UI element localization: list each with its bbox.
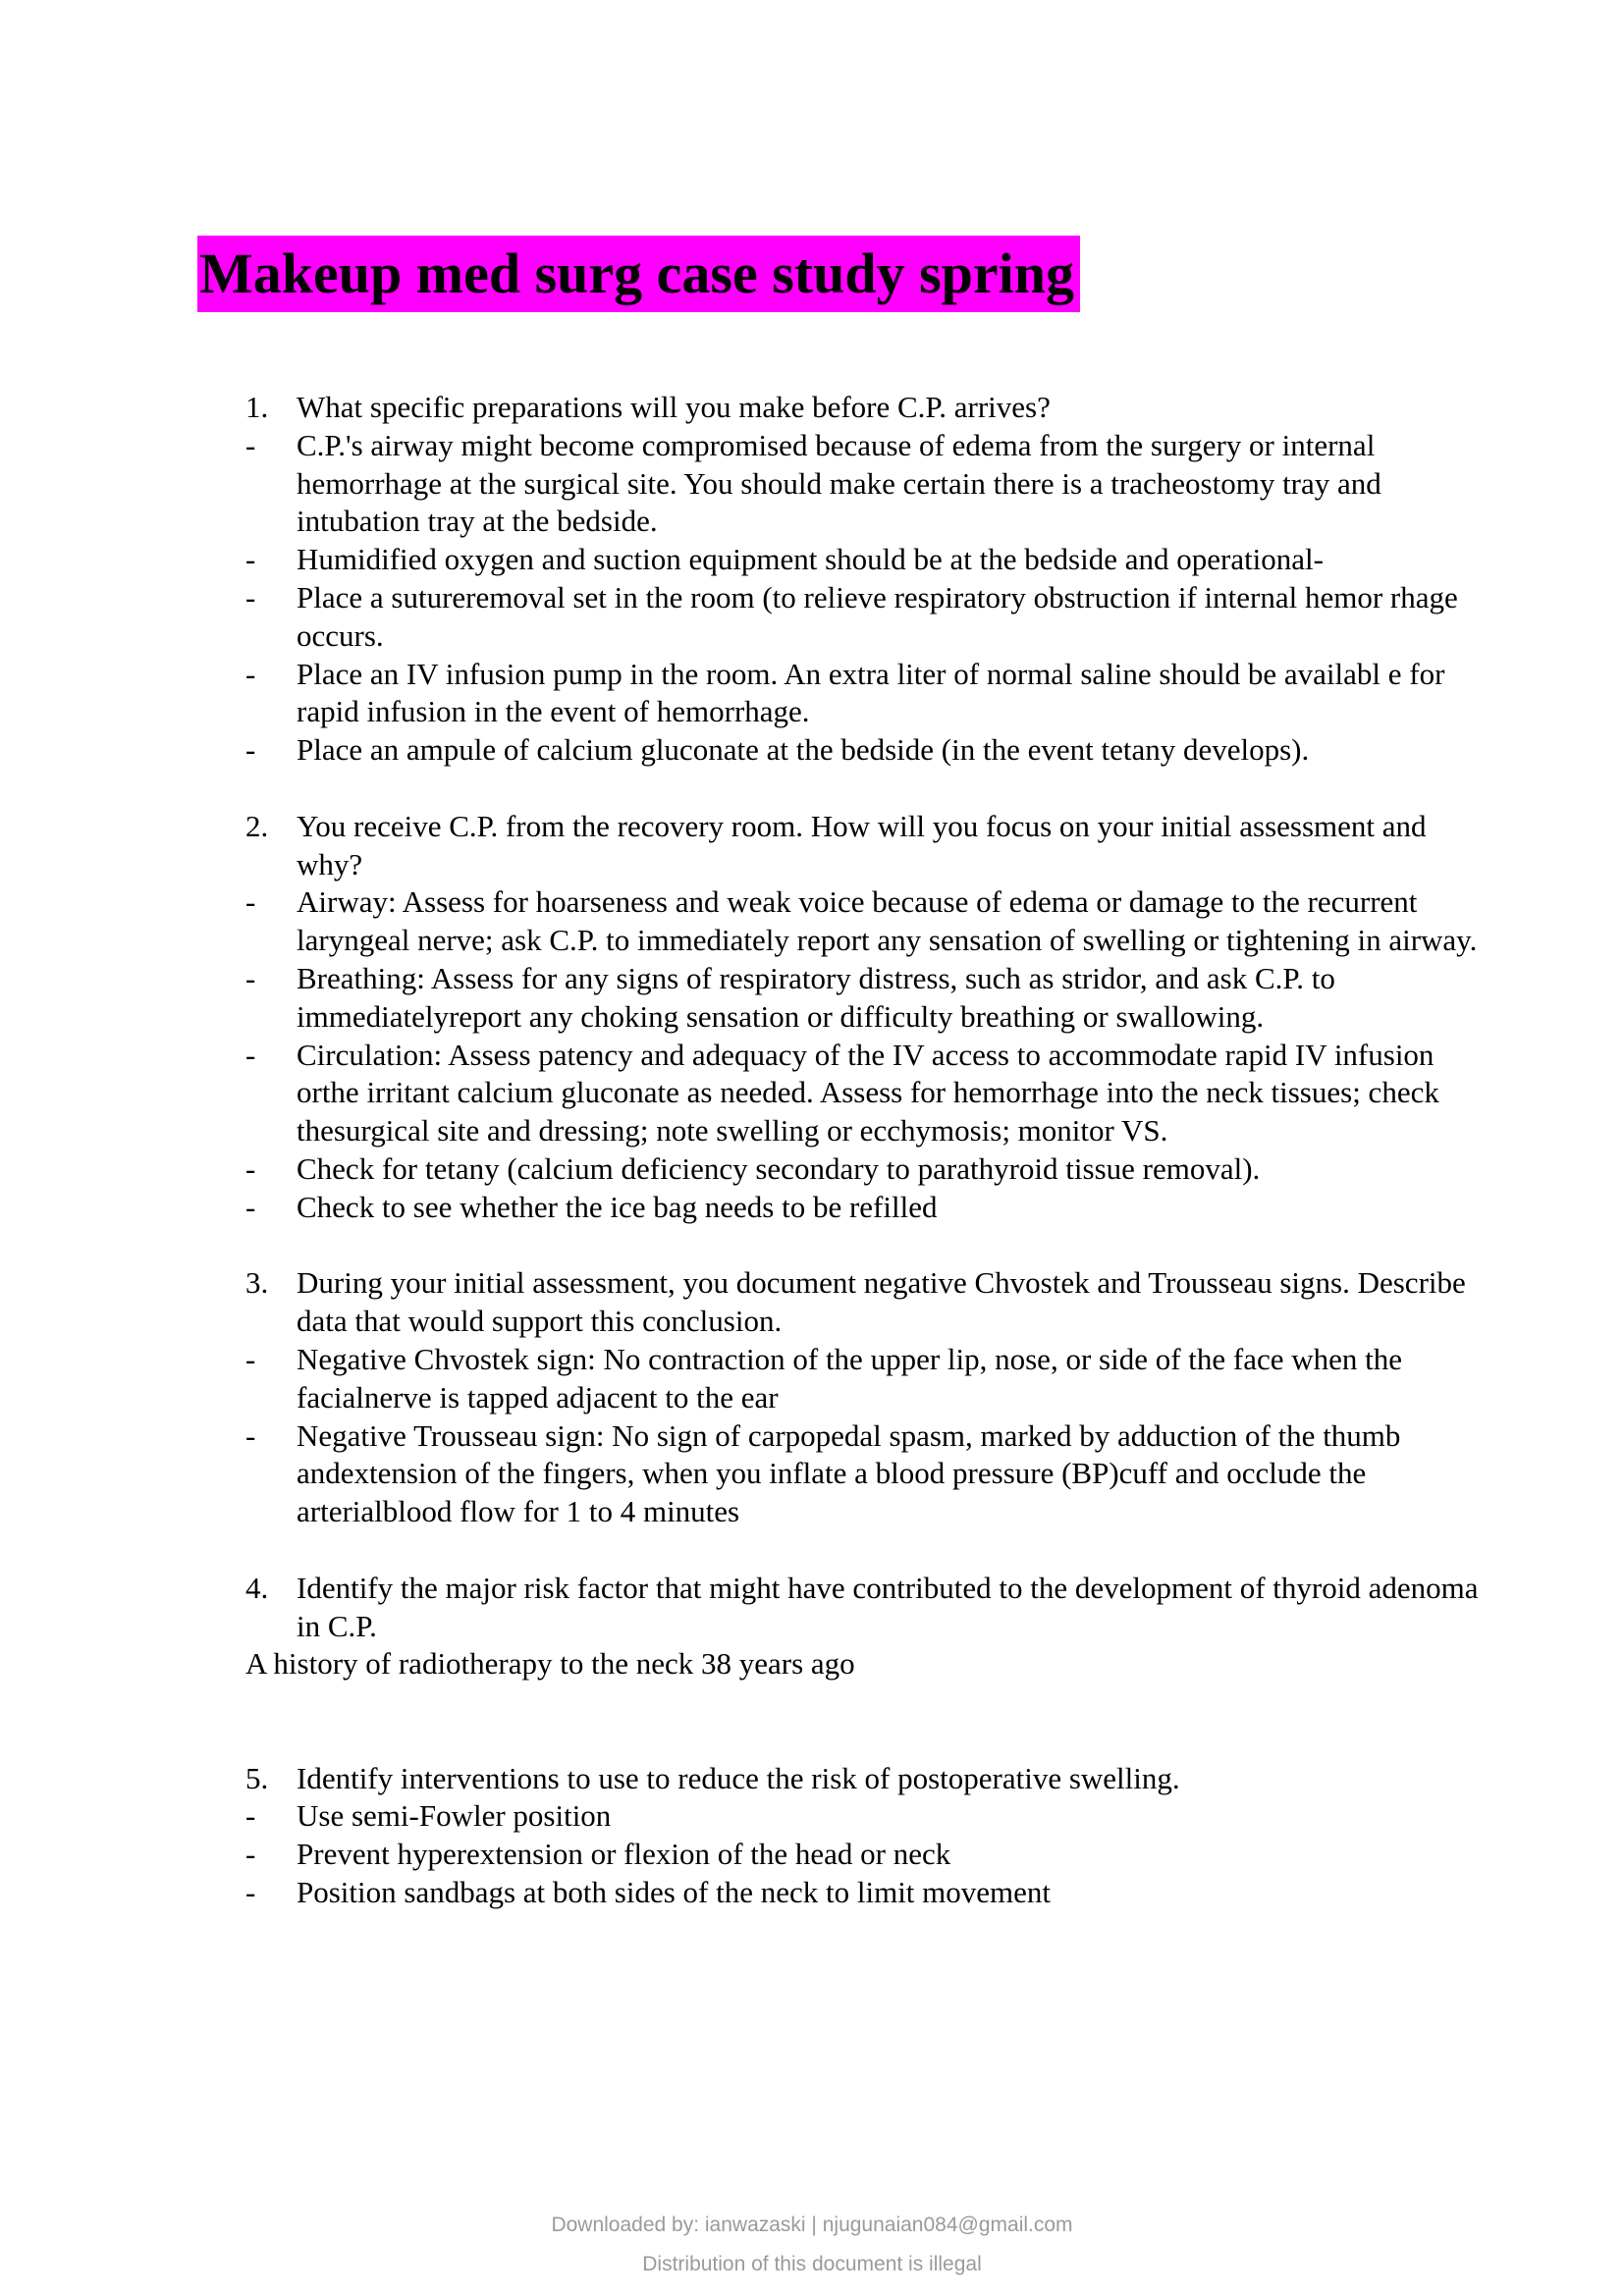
question-text: Identify interventions to use to reduce the risk of postoperative swelling. (297, 1760, 1180, 1795)
bullet-text: Check for tetany (calcium deficiency secondary to parathyroid tissue removal). (297, 1150, 1261, 1186)
answer-bullet (245, 427, 1483, 541)
question-text: What specific preparations will you make before C.P. arrives? (297, 390, 1051, 424)
answer-bullet (245, 1874, 1483, 1912)
download-watermark: Downloaded by: ianwazaski | njugunaian084@gmail.com (551, 2214, 1073, 2236)
question-1 (245, 389, 1483, 427)
bullet-text: Prevent hyperextension or flexion of the head or neck (297, 1837, 951, 1872)
bullet-marker: - (245, 1150, 256, 1186)
bullet-marker: - (245, 1837, 256, 1872)
bullet-marker: - (245, 1341, 256, 1376)
bullet-text: Circulation: Assess patency and adequacy of the IV access to accommodate rapid IV infusion orthe irritant calcium gluconate as needed. Assess for hemorrhage into the neck tissues; check thesurgical site and dressing; note swelling or ecchymosis; monitor VS. (297, 1037, 1439, 1148)
bullet-text: Breathing: Assess for any signs of respiratory distress, such as stridor, and ask C.P. to immediatelyreport any choking sensation or difficulty breathing or swallowing. (297, 960, 1335, 1034)
question-number: 1. (245, 390, 269, 424)
question-3 (245, 1264, 1483, 1341)
bullet-text: Place a sutureremoval set in the room (to relieve respiratory obstruction if internal hemor rhage occurs. (297, 579, 1458, 653)
answer-bullet (245, 656, 1483, 732)
bullet-text: Humidified oxygen and suction equipment should be at the bedside and operational- (297, 542, 1324, 577)
bullet-marker: - (245, 1417, 256, 1453)
document-title: Makeup med surg case study spring (197, 236, 1080, 312)
answer-bullet (245, 1189, 1483, 1227)
question-number: 3. (245, 1265, 269, 1301)
bullet-marker: - (245, 960, 256, 995)
answer-bullet (245, 1797, 1483, 1836)
bullet-marker: - (245, 427, 256, 462)
answer-bullet (245, 579, 1483, 656)
distribution-notice: Distribution of this document is illegal (642, 2253, 982, 2275)
bullet-marker: - (245, 579, 256, 614)
bullet-marker: - (245, 542, 256, 577)
question-4 (245, 1570, 1483, 1646)
bullet-text: Airway: Assess for hoarseness and weak voice because of edema or damage to the recurrent laryngeal nerve; ask C.P. to immediately report any sensation of swelling or tightening in airway. (297, 884, 1478, 958)
bullet-text: Place an ampule of calcium gluconate at the bedside (in the event tetany develops). (297, 732, 1310, 768)
answer-bullet (245, 960, 1483, 1037)
bullet-text: Place an IV infusion pump in the room. An extra liter of normal saline should be availabl e for rapid infusion in the event of hemorrhage. (297, 656, 1445, 729)
bullet-text: C.P.'s airway might become compromised because of edema from the surgery or internal hemorrhage at the surgical site. You should make certain there is a tracheostomy tray and intubation tray at the bedside. (297, 427, 1381, 539)
answer-text: A history of radiotherapy to the neck 38 years ago (245, 1646, 855, 1682)
document-body (245, 389, 1483, 1912)
bullet-marker: - (245, 1875, 256, 1910)
question-number: 2. (245, 808, 269, 843)
bullet-text: Negative Trousseau sign: No sign of carpopedal spasm, marked by adduction of the thumb andextension of the fingers, when you inflate a blood pressure (BP)cuff and occlude the arterialblood flow for 1 to 4 minutes (297, 1417, 1401, 1529)
bullet-text: Negative Chvostek sign: No contraction of the upper lip, nose, or side of the face when the facialnerve is tapped adjacent to the ear (297, 1341, 1403, 1415)
bullet-marker: - (245, 1189, 256, 1224)
bullet-text: Use semi-Fowler position (297, 1798, 612, 1834)
bullet-text: Position sandbags at both sides of the neck to limit movement (297, 1875, 1052, 1910)
question-2 (245, 808, 1483, 884)
bullet-marker: - (245, 1798, 256, 1834)
answer-bullet (245, 1836, 1483, 1874)
answer-bullet (245, 1341, 1483, 1417)
question-text: Identify the major risk factor that might have contributed to the development of thyroid adenoma in C.P. (297, 1570, 1479, 1643)
answer-bullet (245, 883, 1483, 960)
bullet-marker: - (245, 656, 256, 691)
question-text: During your initial assessment, you document negative Chvostek and Trousseau signs. Describe data that would support this conclusion. (297, 1265, 1466, 1339)
question-number: 4. (245, 1570, 269, 1605)
question-5 (245, 1760, 1483, 1798)
answer-bullet (245, 1150, 1483, 1189)
bullet-marker: - (245, 1037, 256, 1072)
answer-bullet (245, 1037, 1483, 1150)
bullet-text: Check to see whether the ice bag needs to be refilled (297, 1189, 938, 1224)
bullet-marker: - (245, 884, 256, 920)
bullet-marker: - (245, 732, 256, 768)
question-text: You receive C.P. from the recovery room. How will you focus on your initial assessment and why? (297, 808, 1427, 881)
question-number: 5. (245, 1760, 269, 1795)
answer-bullet (245, 541, 1483, 579)
answer-bullet (245, 1417, 1483, 1531)
answer-bullet (245, 731, 1483, 770)
